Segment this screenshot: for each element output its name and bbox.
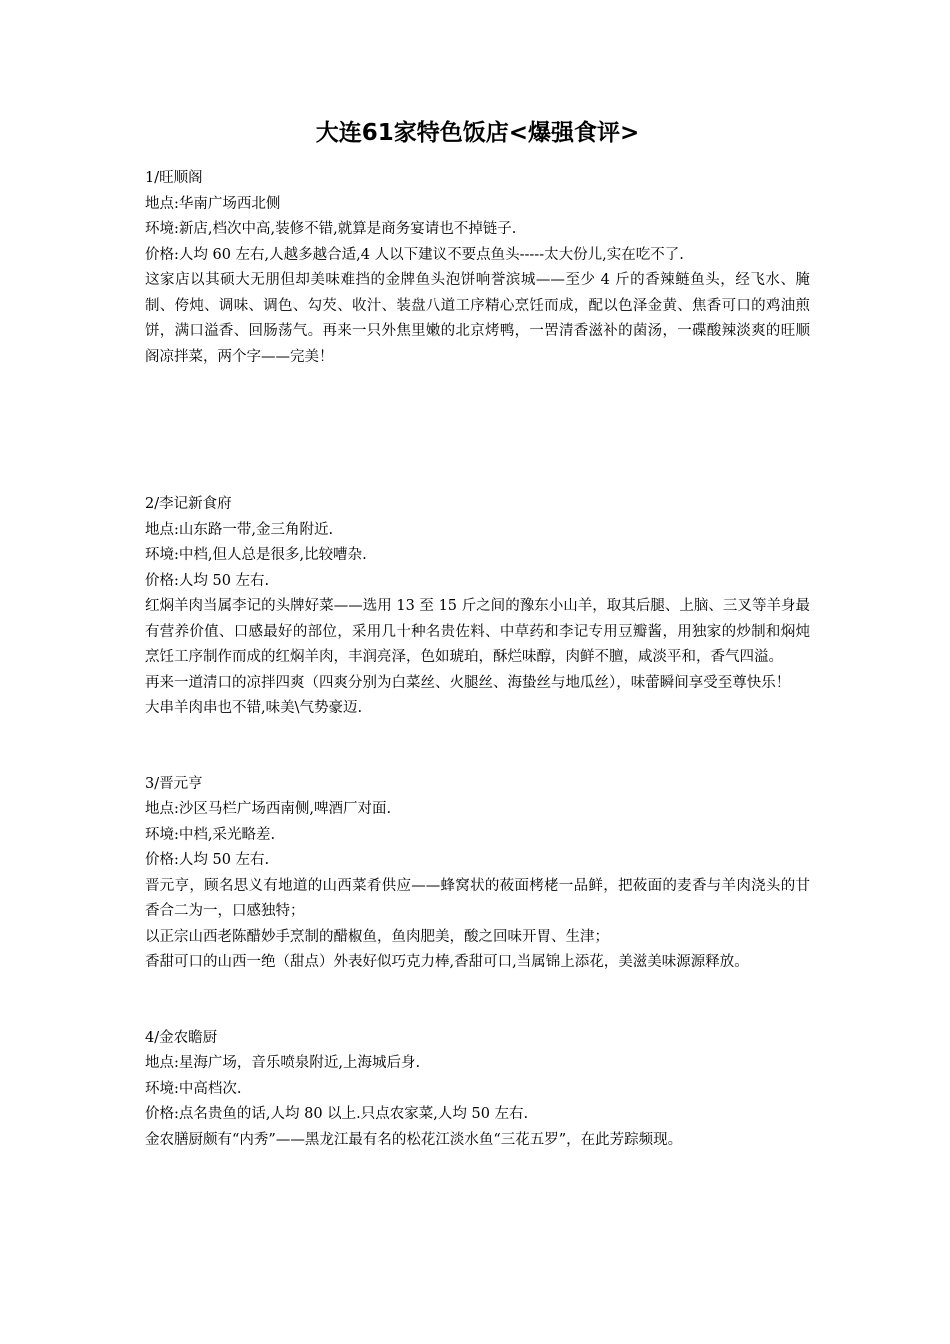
description-paragraph: 这家店以其硕大无朋但却美味难挡的金牌鱼头泡饼响誉滨城——至少 4 斤的香辣鲢鱼头，经飞水、腌制、侉炖、调味、调色、勾芡、收汁、装盘八道工序精心烹饪而成，配以色泽金黄、焦香可口的鸡油煎饼，满口溢香、回肠荡气。再来一只外焦里嫩的北京烤鸭，一罟清香滋补的菌汤，一碟酸辣淡爽的旺顺阁凉拌菜，两个字——完美！ <box>145 272 810 365</box>
section-heading: 1/旺顺阁 <box>145 170 203 186</box>
section-heading: 2/李记新食府 <box>145 496 232 512</box>
environment-line: 环境:中高档次. <box>145 1080 242 1097</box>
restaurant-section-3 <box>145 772 810 976</box>
description-paragraph: 以正宗山西老陈醋妙手烹制的醋椒鱼，鱼肉肥美，酸之回味开胃、生津； <box>145 928 609 945</box>
title-prefix: 大连 <box>315 119 362 146</box>
description-paragraph: 金农膳厨颇有“内秀”——黑龙江最有名的松花江淡水鱼“三花五罗”，在此芳踪频现。 <box>145 1131 683 1148</box>
restaurant-section-4 <box>145 1026 810 1154</box>
description-paragraph: 大串羊肉串也不错,味美\气势豪迈. <box>145 700 363 716</box>
section-heading: 4/金农瞻厨 <box>145 1029 218 1046</box>
location-line: 地点:山东路一带,金三角附近. <box>145 521 334 538</box>
environment-line: 环境:中档,但人总是很多,比较嘈杂. <box>145 547 367 563</box>
price-line: 价格:人均 50 左右. <box>145 572 270 589</box>
section-heading: 3/晋元亨 <box>145 775 203 792</box>
location-line: 地点:沙区马栏广场西南侧,啤酒厂对面. <box>145 801 392 817</box>
title-middle: 家特色饭店 <box>393 119 509 146</box>
description-paragraph: 红焖羊肉当属李记的头牌好菜——选用 13 至 15 斤之间的豫东小山羊，取其后腿、上脑、三叉等羊身最有营养价值、口感最好的部位，采用几十种名贵佐料、中草药和李记专用豆瓣酱，用独家的炒制和焖炖烹饪工序制作而成的红焖羊肉，丰润亮泽，色如琥珀，酥烂味醇，肉鲜不膻，咸淡平和，香气四溢。 <box>145 598 810 665</box>
price-line: 价格:点名贵鱼的话,人均 80 以上.只点农家菜,人均 50 左右. <box>145 1106 529 1122</box>
document-page <box>145 118 810 1153</box>
price-line: 价格:人均 60 左右,人越多越合适,4 人以下建议不要点鱼头-----太大份儿,实在吃不了. <box>145 246 684 263</box>
title-tail: <爆强食评> <box>508 120 640 146</box>
price-line: 价格:人均 50 左右. <box>145 852 270 868</box>
document-title <box>145 118 810 148</box>
description-paragraph: 晋元亨，顾名思义有地道的山西菜肴供应——蜂窝状的莜面栲栳一品鲜，把莜面的麦香与羊肉浇头的甘香合二为一，口感独特； <box>145 877 810 919</box>
description-paragraph: 再来一道清口的凉拌四爽（四爽分别为白菜丝、火腿丝、海蛰丝与地瓜丝），味蕾瞬间享受至尊快乐！ <box>145 674 791 691</box>
environment-line: 环境:中档,采光略差. <box>145 826 276 843</box>
location-line: 地点:星海广场，音乐喷泉附近,上海城后身. <box>145 1055 421 1071</box>
environment-line: 环境:新店,档次中高,装修不错,就算是商务宴请也不掉链子. <box>145 221 517 237</box>
restaurant-section-1 <box>145 166 810 370</box>
title-number: 61 <box>361 120 394 146</box>
restaurant-section-2 <box>145 492 810 722</box>
location-line: 地点:华南广场西北侧 <box>145 195 281 212</box>
description-paragraph: 香甜可口的山西一绝（甜点）外表好似巧克力棒,香甜可口,当属锦上添花，美滋美味源源释放。 <box>145 954 749 970</box>
